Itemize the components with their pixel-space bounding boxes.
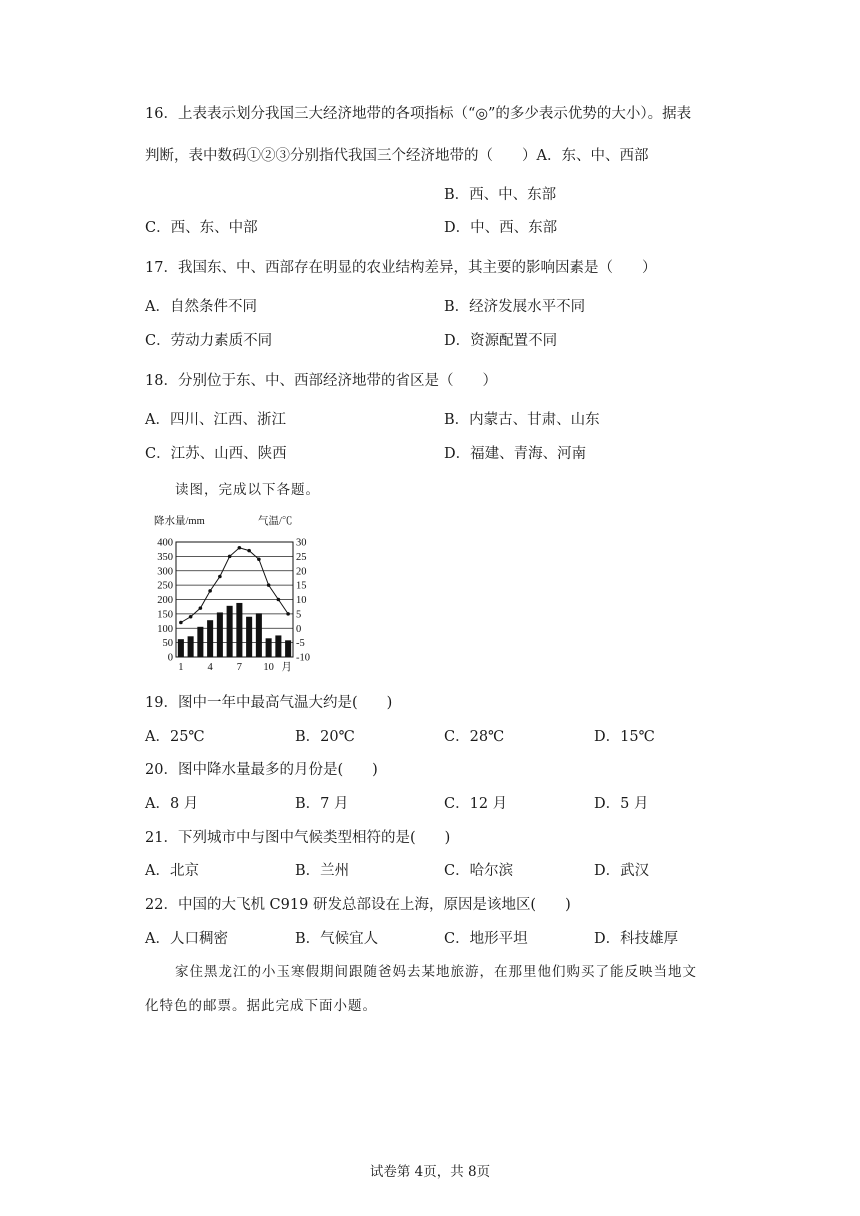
q16-option-d[interactable]: D．中、西、东部	[444, 220, 558, 236]
q21-option-b[interactable]: B．兰州	[295, 863, 350, 879]
q17-stem: 17．我国东、中、西部存在明显的农业结构差异，其主要的影响因素是（ ）	[145, 260, 657, 276]
q19-option-b[interactable]: B．20℃	[295, 729, 355, 745]
temperature-point	[247, 549, 251, 553]
q22-option-b[interactable]: B．气候宜人	[295, 931, 379, 947]
q22-option-d[interactable]: D．科技雄厚	[594, 931, 679, 947]
temp-tick-label: 25	[296, 551, 307, 563]
precipitation-bar	[207, 620, 213, 657]
precip-tick-label: 0	[167, 652, 173, 664]
q17-option-c[interactable]: C．劳动力素质不同	[145, 333, 273, 349]
temperature-point	[238, 546, 242, 550]
precipitation-bars	[178, 603, 291, 657]
q16-option-c[interactable]: C．西、东、中部	[145, 220, 258, 236]
month-axis-unit: 月	[281, 662, 292, 673]
precipitation-bar	[266, 638, 272, 657]
precip-tick-label: 100	[157, 623, 173, 635]
precipitation-bar	[246, 617, 252, 657]
page-footer: 试卷第 4页，共 8页	[369, 1164, 491, 1180]
q18-option-d[interactable]: D．福建、青海、河南	[444, 446, 587, 462]
precipitation-bar	[285, 640, 291, 657]
precipitation-bar	[275, 635, 281, 657]
precipitation-bar	[188, 636, 194, 657]
temp-tick-label: -10	[296, 652, 310, 664]
temp-tick-label: 10	[296, 595, 307, 606]
precip-tick-label: 200	[157, 595, 173, 606]
climate-chart	[150, 510, 320, 675]
q21-option-c[interactable]: C．哈尔滨	[444, 863, 514, 879]
temperature-point	[208, 589, 212, 593]
q16-stem-line2: 判断，表中数码①②③分别指代我国三个经济地带的（ ）A．东、中、西部	[145, 148, 649, 164]
precipitation-bar	[178, 639, 184, 657]
precip-axis-label: 降水量/mm	[154, 516, 205, 527]
read-figure-instruction: 读图，完成以下各题。	[175, 482, 320, 498]
q18-option-a[interactable]: A．四川、江西、浙江	[145, 412, 286, 428]
temperature-point	[199, 606, 203, 610]
precip-tick-label: 50	[162, 638, 173, 650]
q22-option-c[interactable]: C．地形平坦	[444, 931, 528, 947]
q18-option-c[interactable]: C．江苏、山西、陕西	[145, 446, 287, 462]
month-tick-label: 10	[263, 662, 274, 673]
q19-option-a[interactable]: A．25℃	[145, 729, 205, 745]
temp-tick-label: 20	[296, 566, 307, 578]
month-tick-label: 4	[207, 662, 213, 673]
q17-option-d[interactable]: D．资源配置不同	[444, 333, 558, 349]
q20-stem: 20．图中降水量最多的月份是( )	[145, 762, 378, 778]
precipitation-bar	[227, 606, 233, 657]
q20-option-a[interactable]: A．8 月	[145, 796, 199, 812]
temperature-point	[179, 621, 183, 625]
q16-stem-line1: 16．上表表示划分我国三大经济地带的各项指标（“◎”的多少表示优势的大小）。据表	[145, 106, 692, 122]
precip-tick-label: 150	[157, 609, 173, 621]
temp-axis-label: 气温/℃	[258, 516, 293, 527]
q20-option-d[interactable]: D．5 月	[594, 796, 649, 812]
q21-stem: 21．下列城市中与图中气候类型相符的是( )	[145, 830, 451, 846]
q21-option-a[interactable]: A．北京	[145, 863, 199, 879]
precip-tick-label: 250	[157, 580, 173, 592]
precip-tick-label: 400	[157, 537, 173, 549]
stamp-intro-line1: 家住黑龙江的小玉寒假期间跟随爸妈去某地旅游，在那里他们购买了能反映当地文	[175, 964, 697, 980]
q17-option-b[interactable]: B．经济发展水平不同	[444, 299, 586, 315]
precipitation-bar	[236, 603, 242, 657]
q19-option-d[interactable]: D．15℃	[594, 729, 655, 745]
temp-tick-label: 15	[296, 580, 307, 592]
temp-tick-label: 0	[296, 623, 302, 635]
precip-tick-label: 300	[157, 566, 173, 578]
precipitation-bar	[197, 627, 203, 657]
temperature-point	[228, 555, 232, 559]
q21-option-d[interactable]: D．武汉	[594, 863, 650, 879]
temp-tick-label: -5	[296, 638, 305, 650]
month-tick-label: 7	[236, 662, 242, 673]
month-tick-label: 1	[178, 662, 184, 673]
precip-tick-label: 350	[157, 551, 173, 563]
temp-tick-label: 30	[296, 537, 307, 549]
q20-option-b[interactable]: B．7 月	[295, 796, 349, 812]
temperature-point	[218, 575, 222, 579]
temp-tick-label: 5	[296, 609, 302, 621]
temperature-point	[257, 557, 261, 561]
q17-option-a[interactable]: A．自然条件不同	[145, 299, 257, 315]
q18-option-b[interactable]: B．内蒙古、甘肃、山东	[444, 412, 600, 428]
q18-stem: 18．分别位于东、中、西部经济地带的省区是（ ）	[145, 373, 497, 389]
q20-option-c[interactable]: C．12 月	[444, 796, 508, 812]
temperature-point	[277, 598, 281, 602]
precipitation-bar	[256, 613, 262, 657]
temperature-point	[286, 612, 290, 616]
stamp-intro-line2: 化特色的邮票。据此完成下面小题。	[145, 998, 377, 1014]
q19-option-c[interactable]: C．28℃	[444, 729, 505, 745]
q16-option-b[interactable]: B．西、中、东部	[444, 187, 557, 203]
precipitation-bar	[217, 612, 223, 657]
temperature-point	[189, 615, 193, 619]
q22-stem: 22．中国的大飞机 C919 研发总部设在上海，原因是该地区( )	[145, 897, 571, 913]
q19-stem: 19．图中一年中最高气温大约是( )	[145, 695, 393, 711]
chart-gridlines	[176, 556, 293, 642]
q22-option-a[interactable]: A．人口稠密	[145, 931, 228, 947]
temperature-point	[267, 583, 271, 587]
